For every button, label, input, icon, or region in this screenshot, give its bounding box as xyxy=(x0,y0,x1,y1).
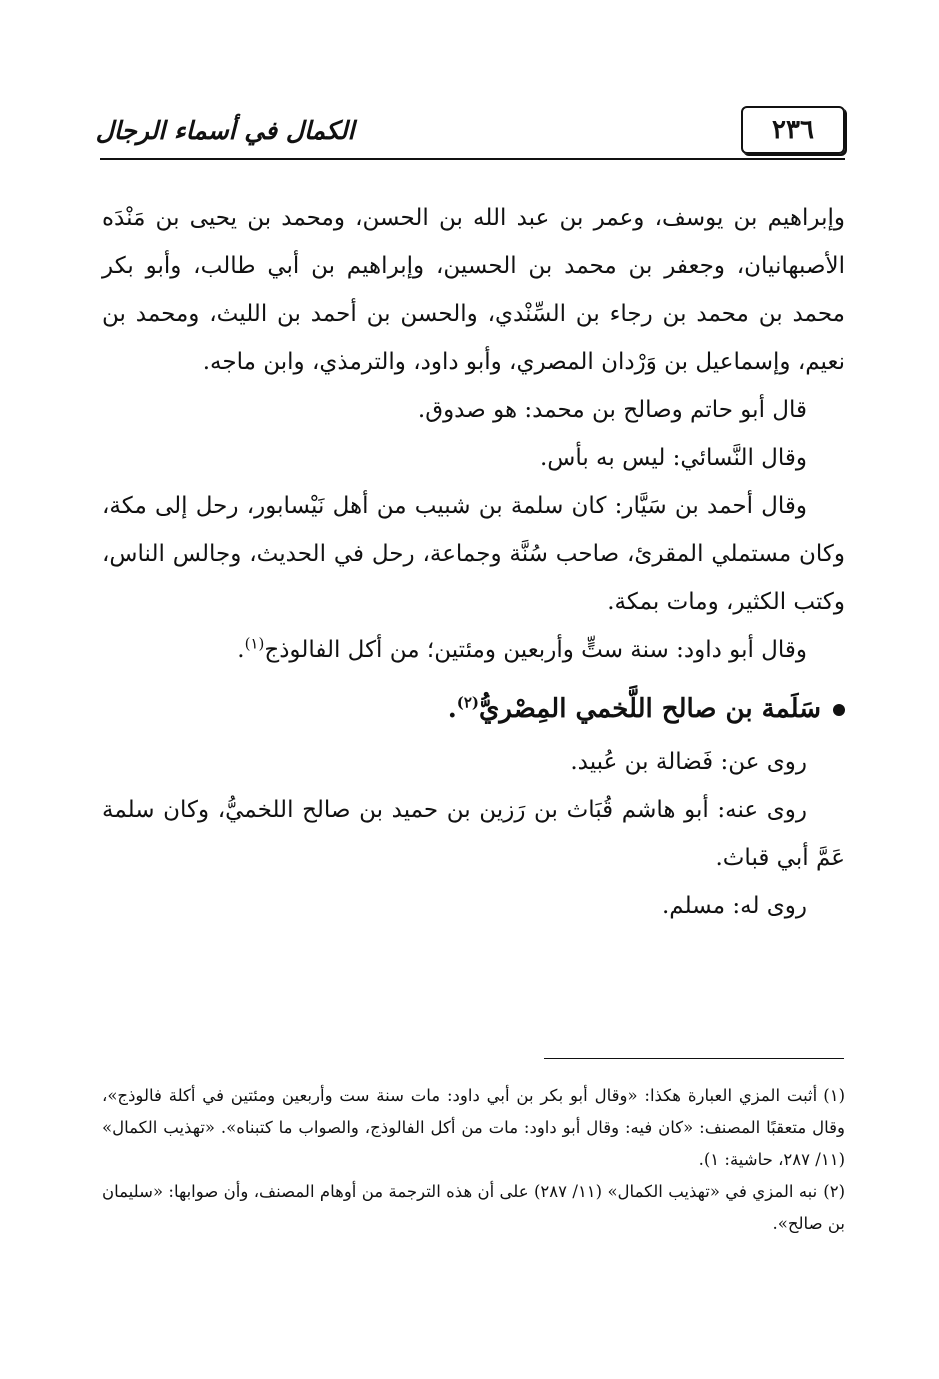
bullet-icon xyxy=(833,704,845,716)
paragraph-narrated-from: روى عن: فَضالة بن عُبيد. xyxy=(570,749,807,775)
paragraph-narrators: وإبراهيم بن يوسف، وعمر بن عبد الله بن الحسن، ومحمد بن يحيى بن مَنْدَه الأصبهانيان، وجعفر بن محمد بن الحسين، وإبراهيم بن أبي طالب، وأبو بكر محمد بن محمد بن رجاء بن السِّنْدي، والحسن بن أحمد بن الليث، ومحمد بن نعيم، وإسماعيل بن وَرْدان المصري، وأبو داود، والترمذي، وابن ماجه. xyxy=(102,205,845,375)
header-rule xyxy=(100,158,845,160)
page-number: ٢٣٦ xyxy=(741,106,845,154)
entry-heading xyxy=(102,682,845,736)
entry-heading-end: . xyxy=(447,694,457,724)
footnote-text: نبه المزي في «تهذيب الكمال» (١١/ ٢٨٧) على أن هذه الترجمة من أوهام المصنف، وأن صوابها: «سليمان بن صالح». xyxy=(102,1182,845,1233)
paragraph-abu-hatim: قال أبو حاتم وصالح بن محمد: هو صدوق. xyxy=(417,397,807,423)
paragraph-nasai: وقال النَّسائي: ليس به بأس. xyxy=(539,445,807,471)
footnote-2 xyxy=(102,1176,845,1240)
paragraph-narrated-by: روى عنه: أبو هاشم قُبَاث بن رَزين بن حميد بن صالح اللخميُّ، وكان سلمة عَمَّ أبي قباث. xyxy=(102,797,845,871)
paragraph-ahmad-sayyar: وقال أحمد بن سَيَّار: كان سلمة بن شبيب من أهل نَيْسابور، رحل إلى مكة، وكان مستملي المقرئ، صاحب سُنَّة وجماعة، رحل في الحديث، وجالس الناس، وكتب الكثير، ومات بمكة. xyxy=(102,493,845,615)
footnote-marker: (٢) xyxy=(823,1182,845,1201)
footnote-marker: (١) xyxy=(823,1086,845,1105)
book-title: الكمال في أسماء الرجال xyxy=(95,115,355,145)
footnote-rule xyxy=(544,1058,844,1059)
footnote-text: أثبت المزي العبارة هكذا: «وقال أبو بكر بن أبي داود: مات سنة ست وأربعين ومئتين في أكلة فالوذج»، وقال متعقبًا المصنف: «كان فيه: وقال أبو داود: مات من أكل الفالوذج، والصواب ما كتبناه». «تهذيب الكمال» (١١/ ٢٨٧، حاشية: ١). xyxy=(102,1086,845,1169)
footnote-ref-2[interactable]: (٢) xyxy=(456,693,480,712)
paragraph-abu-dawud-end: . xyxy=(237,637,245,663)
entry-heading-text: سَلَمة بن صالح اللَّخمي المِصْريُّ xyxy=(479,694,821,724)
footnotes xyxy=(102,1080,845,1240)
footnote-ref-1[interactable]: (١) xyxy=(244,634,265,653)
paragraph-abu-dawud-text: وقال أبو داود: سنة ستٍّ وأربعين ومئتين؛ من أكل الفالوذج xyxy=(264,637,807,663)
body-text xyxy=(102,194,845,930)
paragraph-reported-by: روى له: مسلم. xyxy=(662,893,807,919)
page-header xyxy=(95,100,845,162)
footnote-1 xyxy=(102,1080,845,1176)
paragraph-abu-dawud xyxy=(102,626,845,674)
